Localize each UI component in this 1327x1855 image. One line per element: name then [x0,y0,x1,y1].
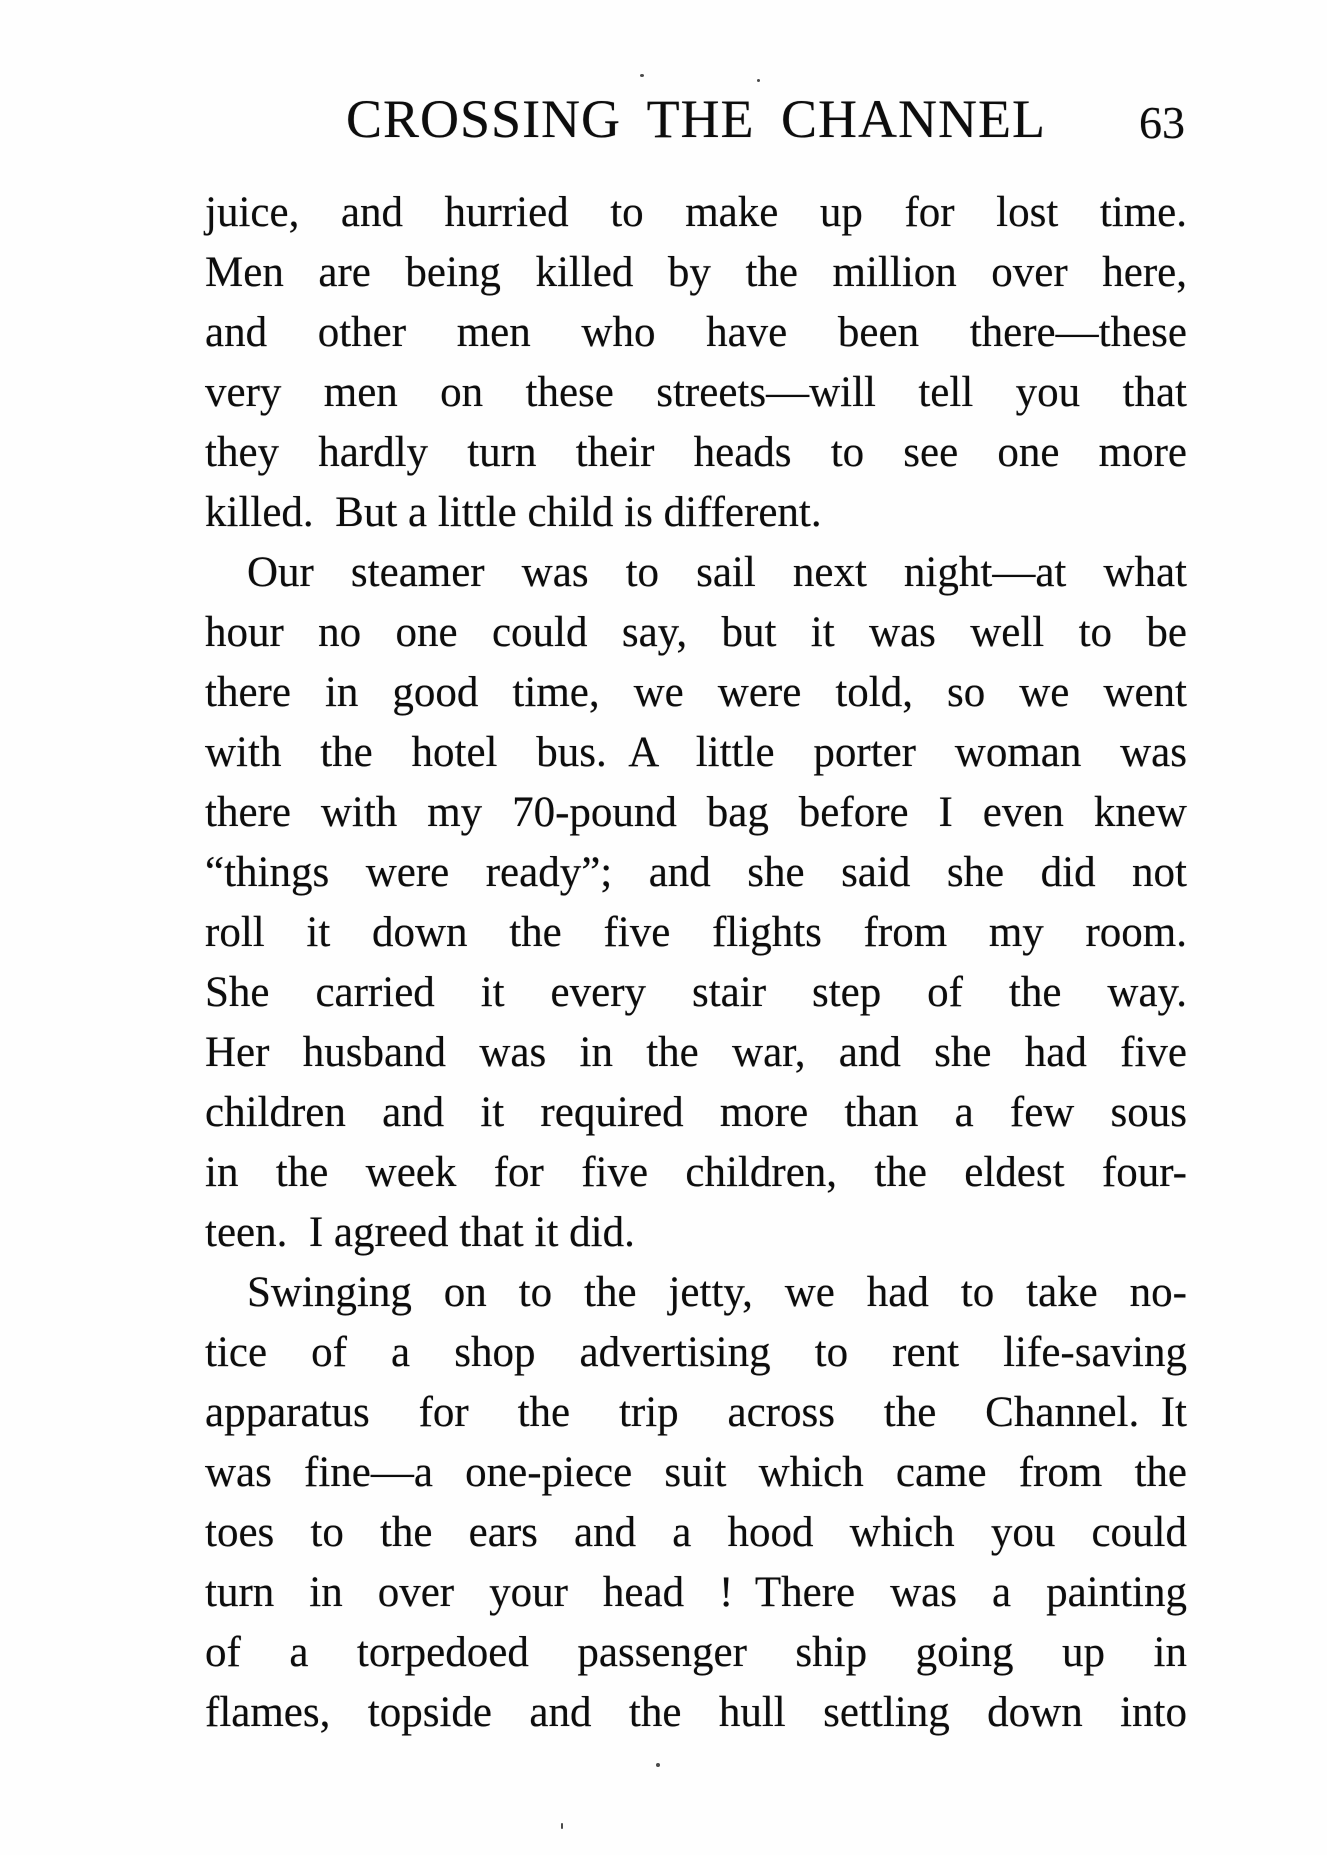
text-line: flames, topside and the hull settling down into [205,1689,1187,1736]
text-line: turn in over your head ! There was a painting [205,1569,1187,1616]
chapter-title: CROSSING THE CHANNEL [345,89,1047,149]
text-line: very men on these streets—will tell you that [205,369,1187,416]
text-line: killed. But a little child is different. [205,489,822,536]
text-line: Swinging on to the jetty, we had to take no- [247,1269,1187,1316]
text-line: “things were ready”; and she said she did not [205,849,1187,896]
text-line: children and it required more than a few sous [205,1089,1187,1136]
text-line: they hardly turn their heads to see one more [205,429,1187,476]
text-line: teen. I agreed that it did. [205,1209,635,1256]
scan-speck [640,74,644,77]
text-line: She carried it every stair step of the way. [205,969,1187,1016]
text-line: tice of a shop advertising to rent life-saving [205,1329,1187,1376]
text-line: there with my 70-pound bag before I even knew [205,789,1187,836]
text-line: Men are being killed by the million over here, [205,249,1187,296]
text-line: Our steamer was to sail next night—at what [247,549,1187,596]
text-line: of a torpedoed passenger ship going up in [205,1629,1187,1676]
page-number: 63 [1139,97,1185,148]
text-line: was fine—a one-piece suit which came from the [205,1449,1187,1496]
text-line: hour no one could say, but it was well to be [205,609,1187,656]
text-line: apparatus for the trip across the Channel. It [205,1389,1187,1436]
text-line: in the week for five children, the eldest four- [205,1149,1187,1196]
body-text [205,183,1187,1743]
text-line: roll it down the five flights from my room. [205,909,1187,956]
text-line: toes to the ears and a hood which you could [205,1509,1187,1556]
text-line: and other men who have been there—these [205,309,1187,356]
page-header [205,86,1187,152]
scan-speck [656,1763,660,1767]
text-line: with the hotel bus. A little porter woman was [205,729,1187,776]
scan-speck [757,79,760,82]
text-line: juice, and hurried to make up for lost time. [205,189,1187,236]
scan-speck [561,1823,563,1829]
text-line: there in good time, we were told, so we went [205,669,1187,716]
text-line: Her husband was in the war, and she had five [205,1029,1187,1076]
